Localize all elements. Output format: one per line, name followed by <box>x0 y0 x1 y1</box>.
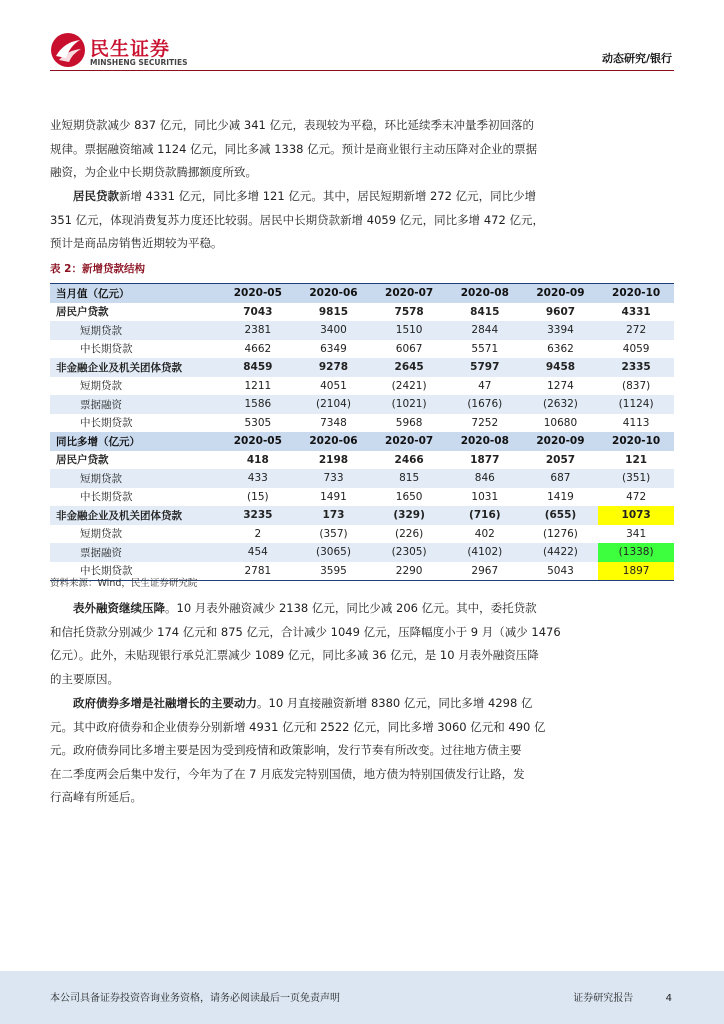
table-cell: 2466 <box>394 453 424 466</box>
table-cell: 733 <box>296 469 372 488</box>
table-cell: 7252 <box>471 416 499 429</box>
header-label: 同比多增（亿元） <box>50 432 220 451</box>
table-cell: 5305 <box>244 416 272 429</box>
table-cell: 472 <box>626 490 647 503</box>
table-cell: (2632) <box>523 395 599 414</box>
table-cell: (4102) <box>447 543 523 562</box>
header-month: 2020-07 <box>371 284 447 303</box>
table-cell: (4422) <box>523 543 599 562</box>
report-section-label: 动态研究/银行 <box>601 52 672 65</box>
table-cell: 2 <box>254 527 262 540</box>
table-row <box>50 488 674 507</box>
new-loans-table <box>50 283 674 581</box>
table-source: 资料来源：Wind，民生证券研究院 <box>50 578 198 589</box>
table-cell: 3595 <box>296 562 372 581</box>
header-month: 2020-08 <box>447 432 523 451</box>
table-cell: 687 <box>523 469 599 488</box>
table-cell: (2305) <box>371 543 447 562</box>
header-month: 2020-05 <box>220 284 296 303</box>
row-label: 中长期贷款 <box>50 562 220 581</box>
table-row <box>50 543 674 562</box>
text-line: 的主要原因。 <box>50 671 119 686</box>
table-cell: 7043 <box>243 305 273 318</box>
text-line: 和信托贷款分别减少 174 亿元和 875 亿元，合计减少 1049 亿元，压降幅度小于 9 月（减少 1476 <box>50 624 561 639</box>
paragraph-lead: 居民贷款 <box>73 189 119 203</box>
table-cell: 2645 <box>371 358 447 377</box>
row-label: 中长期贷款 <box>80 417 133 430</box>
table-row <box>50 321 674 340</box>
table-cell: 8415 <box>470 305 500 318</box>
table-cell: 4113 <box>622 416 650 429</box>
table-cell: 3235 <box>220 506 296 525</box>
text-line: 新增 4331 亿元，同比多增 121 亿元。其中，居民短期新增 272 亿元，同比少增 <box>119 189 537 203</box>
table-row <box>50 303 674 322</box>
table-cell: 4059 <box>622 342 650 355</box>
table-cell: (3065) <box>296 543 372 562</box>
header-month: 2020-06 <box>296 284 372 303</box>
table-cell: 5571 <box>471 342 499 355</box>
table-cell: 6362 <box>547 342 574 355</box>
header-month: 2020-05 <box>220 432 296 451</box>
row-label: 短期贷款 <box>50 321 220 340</box>
row-label: 中长期贷款 <box>80 343 133 356</box>
text-line: 在二季度两会后集中发行，今年为了在 7 月底发完特别国债，地方债为特别国债发行让路，发 <box>50 766 525 781</box>
row-label: 居民户贷款 <box>56 454 109 467</box>
text-line: 元。政府债券同比多增主要是因为受到疫情和政策影响，发行节奏有所改变。过往地方债主要 <box>50 743 522 757</box>
table-cell: 8459 <box>220 358 296 377</box>
table-cell: 9278 <box>296 358 372 377</box>
table-cell: 6067 <box>395 342 423 355</box>
header-month: 2020-10 <box>598 284 674 303</box>
table-cell: (837) <box>622 379 651 392</box>
paragraph-government-bonds <box>50 692 674 810</box>
table-cell: 454 <box>220 543 296 562</box>
table-cell: 1510 <box>371 321 447 340</box>
row-label: 短期贷款 <box>80 380 122 393</box>
table-cell: 2057 <box>545 453 576 466</box>
table-cell: 9815 <box>318 305 349 318</box>
header-label: 当月值（亿元） <box>50 284 220 303</box>
text-line: 元。其中政府债券和企业债券分别新增 4931 亿元和 2522 亿元，同比多增 3060 亿元和 490 亿 <box>50 719 546 734</box>
paragraph-lead: 政府债券多增是社融增长的主要动力 <box>73 696 257 710</box>
table-cell: 9458 <box>523 358 599 377</box>
table-header-row <box>50 432 674 451</box>
table-row <box>50 506 674 525</box>
table-cell: 10680 <box>543 416 578 429</box>
company-logo <box>50 32 190 70</box>
table-cell: (15) <box>247 490 269 503</box>
table-cell: 418 <box>246 453 269 466</box>
table-cell: 9607 <box>545 305 576 318</box>
table-cell: (1676) <box>447 395 523 414</box>
table-cell: 2967 <box>447 562 523 581</box>
footer-right <box>573 989 672 1004</box>
table-cell: (655) <box>523 506 599 525</box>
page-number: 4 <box>665 993 672 1004</box>
table-cell: 5043 <box>523 562 599 581</box>
table-cell: 3394 <box>523 321 599 340</box>
table-cell: 272 <box>598 321 674 340</box>
table-cell: 402 <box>474 527 495 540</box>
table-row <box>50 395 674 414</box>
table-cell: 1274 <box>547 379 574 392</box>
row-label: 票据融资 <box>50 543 220 562</box>
table-row <box>50 414 674 433</box>
table-cell: 2844 <box>447 321 523 340</box>
table-cell: (1124) <box>598 395 674 414</box>
table-cell: 341 <box>626 527 647 540</box>
table-cell: 1073 <box>598 506 674 525</box>
table-cell: 173 <box>296 506 372 525</box>
table-cell: 1877 <box>470 453 500 466</box>
row-label: 票据融资 <box>50 395 220 414</box>
table-row <box>50 377 674 396</box>
table-cell: 7578 <box>394 305 424 318</box>
table-cell: (2421) <box>391 379 427 392</box>
header-divider <box>50 70 674 71</box>
table-header-row <box>50 284 674 303</box>
table-cell: 2198 <box>318 453 349 466</box>
table-cell: 1491 <box>320 490 347 503</box>
table-cell: 2781 <box>220 562 296 581</box>
text-line: 规律。票据融资缩减 1124 亿元，同比多减 1338 亿元。预计是商业银行主动压降对企业的票据 <box>50 141 538 156</box>
table-cell: 815 <box>371 469 447 488</box>
logo-text-en: MINSHENG SECURITIES <box>90 58 188 67</box>
table-cell: 2335 <box>598 358 674 377</box>
text-line: 业短期贷款减少 837 亿元，同比少减 341 亿元，表现较为平稳，环比延续季末冲量季初回落的 <box>50 118 535 132</box>
header-month: 2020-09 <box>523 432 599 451</box>
table-cell: 1897 <box>598 562 674 581</box>
table-cell: 5968 <box>395 416 423 429</box>
table-row <box>50 340 674 359</box>
table-cell: 433 <box>220 469 296 488</box>
row-label: 短期贷款 <box>50 469 220 488</box>
logo-text-cn: 民生证券 <box>90 38 171 60</box>
table-cell: 1419 <box>547 490 574 503</box>
table-cell: (351) <box>598 469 674 488</box>
table-cell: 3400 <box>296 321 372 340</box>
table-cell: 1586 <box>220 395 296 414</box>
row-label: 非金融企业及机关团体贷款 <box>50 506 220 525</box>
row-label: 中长期贷款 <box>80 491 133 504</box>
footer-report-type: 证券研究报告 <box>573 993 634 1004</box>
text-line: 融资，为企业中长期贷款腾挪额度所致。 <box>50 165 257 179</box>
paragraph-off-balance <box>50 597 674 691</box>
table-title: 表 2：新增贷款结构 <box>50 263 145 275</box>
table-cell: 1650 <box>395 490 423 503</box>
text-line: 亿元）。此外，未贴现银行承兑汇票减少 1089 亿元，同比多减 36 亿元，是 10 月表外融资压降 <box>50 648 539 662</box>
table-cell: 2381 <box>220 321 296 340</box>
table-row <box>50 358 674 377</box>
table-cell: 5797 <box>447 358 523 377</box>
table-cell: 1211 <box>244 379 272 392</box>
table-cell: 4331 <box>621 305 651 318</box>
page-footer <box>0 971 724 1024</box>
table-cell: 846 <box>447 469 523 488</box>
header-month: 2020-06 <box>296 432 372 451</box>
table-cell: (357) <box>319 527 348 540</box>
table-cell: (1021) <box>371 395 447 414</box>
table-cell: 4662 <box>244 342 272 355</box>
table-row <box>50 469 674 488</box>
table-cell: (226) <box>395 527 424 540</box>
table-cell: 2290 <box>371 562 447 581</box>
row-label: 短期贷款 <box>80 528 122 541</box>
table-cell: 1031 <box>471 490 499 503</box>
table-cell: 6349 <box>320 342 347 355</box>
header-month: 2020-10 <box>598 432 674 451</box>
table-cell: (1276) <box>542 527 578 540</box>
table-cell: 4051 <box>320 379 347 392</box>
table-cell: 7348 <box>320 416 347 429</box>
text-line: 。10 月表外融资减少 2138 亿元，同比少减 206 亿元。其中，委托贷款 <box>165 601 537 615</box>
text-line: 351 亿元，体现消费复苏力度还比较弱。居民中长期贷款新增 4059 亿元，同比多增 472 亿元， <box>50 212 544 227</box>
text-line: 预计是商品房销售近期较为平稳。 <box>50 236 223 250</box>
row-label: 非金融企业及机关团体贷款 <box>50 358 220 377</box>
table-cell: (1338) <box>598 543 674 562</box>
text-line: 行高峰有所延后。 <box>50 790 142 804</box>
header-month: 2020-07 <box>371 432 447 451</box>
table-cell: (2104) <box>296 395 372 414</box>
table-cell: (329) <box>371 506 447 525</box>
text-line: 。10 月直接融资新增 8380 亿元，同比多增 4298 亿 <box>257 696 533 710</box>
row-label: 居民户贷款 <box>56 306 109 319</box>
footer-disclaimer: 本公司具备证券投资咨询业务资格，请务必阅读最后一页免责声明 <box>50 993 340 1004</box>
minsheng-logo-icon <box>50 32 86 68</box>
table-row <box>50 451 674 470</box>
table-row <box>50 525 674 544</box>
paragraph-household-loans <box>50 185 674 256</box>
header-month: 2020-09 <box>523 284 599 303</box>
paragraph-lead: 表外融资继续压降 <box>73 601 165 615</box>
table-cell: 121 <box>625 453 648 466</box>
table-cell: (716) <box>447 506 523 525</box>
header-month: 2020-08 <box>447 284 523 303</box>
paragraph-corporate-loans <box>50 114 674 185</box>
table-cell: 47 <box>478 379 492 392</box>
